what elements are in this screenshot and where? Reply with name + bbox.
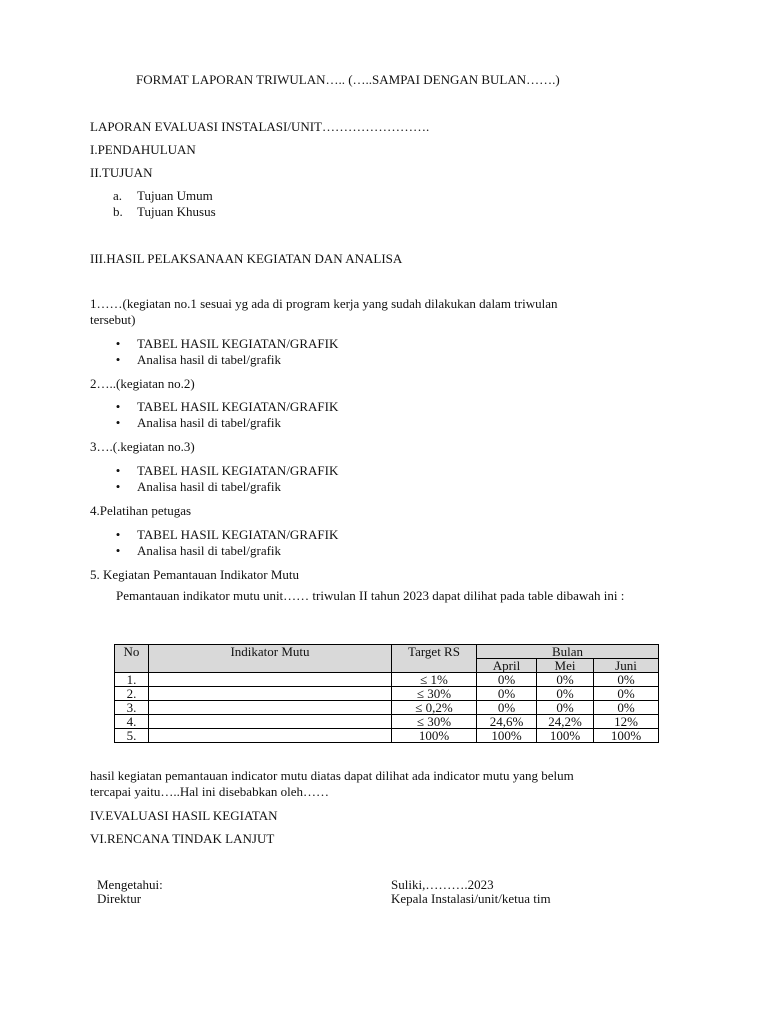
cell-mei: 100% — [537, 729, 594, 743]
item5: 5. Kegiatan Pemantauan Indikator Mutu — [90, 567, 300, 582]
bullet-icon: • — [115, 463, 121, 478]
indikator-mutu-table — [114, 644, 659, 743]
result-line2: tercapai yaitu…..Hal ini disebabkan oleh…… — [90, 784, 329, 799]
cell-no: 5. — [115, 729, 149, 743]
cell-april: 0% — [477, 687, 537, 701]
header-bulan: Bulan — [477, 645, 659, 659]
sign-left-title: Direktur — [97, 891, 142, 906]
report-line: LAPORAN EVALUASI INSTALASI/UNIT……………………. — [90, 119, 430, 134]
header-month-juni: Juni — [594, 659, 659, 673]
list-item-text: TABEL HASIL KEGIATAN/GRAFIK — [137, 527, 339, 542]
section-tujuan: II.TUJUAN — [90, 165, 153, 180]
cell-juni: 0% — [594, 687, 659, 701]
header-month-mei: Mei — [537, 659, 594, 673]
cell-target: 100% — [392, 729, 477, 743]
table-row — [115, 729, 659, 743]
bullet-icon: • — [115, 415, 121, 430]
cell-target: ≤ 30% — [392, 687, 477, 701]
cell-indikator — [149, 687, 392, 701]
item5-paragraph: Pemantauan indikator mutu unit…… triwulan II tahun 2023 dapat dilihat pada table dibawah ini : — [116, 588, 625, 603]
bullet-icon: • — [115, 479, 121, 494]
list-item-text: TABEL HASIL KEGIATAN/GRAFIK — [137, 336, 339, 351]
cell-target: ≤ 1% — [392, 673, 477, 687]
section-pendahuluan: I.PENDAHULUAN — [90, 142, 196, 157]
table-row — [115, 701, 659, 715]
cell-april: 0% — [477, 673, 537, 687]
list-item-text: Tujuan Khusus — [137, 204, 216, 219]
section-evaluasi: IV.EVALUASI HASIL KEGIATAN — [90, 808, 278, 823]
list-item-text: TABEL HASIL KEGIATAN/GRAFIK — [137, 399, 339, 414]
list-item-text: TABEL HASIL KEGIATAN/GRAFIK — [137, 463, 339, 478]
header-no: No — [115, 645, 149, 673]
list-item-text: Analisa hasil di tabel/grafik — [137, 479, 282, 494]
header-target: Target RS — [392, 645, 477, 673]
cell-mei: 0% — [537, 687, 594, 701]
table-header-row — [115, 645, 659, 659]
item2: 2…..(kegiatan no.2) — [90, 376, 195, 391]
list-marker: b. — [113, 204, 123, 219]
cell-indikator — [149, 729, 392, 743]
section-hasil: III.HASIL PELAKSANAAN KEGIATAN DAN ANALISA — [90, 251, 403, 266]
item1-line1: 1……(kegiatan no.1 sesuai yg ada di program kerja yang sudah dilakukan dalam triwulan — [90, 296, 558, 311]
cell-mei: 0% — [537, 701, 594, 715]
table-row — [115, 687, 659, 701]
sign-right-title: Kepala Instalasi/unit/ketua tim — [391, 891, 551, 906]
list-item-text: Analisa hasil di tabel/grafik — [137, 415, 282, 430]
sign-left-label: Mengetahui: — [97, 877, 163, 892]
bullet-icon: • — [115, 399, 121, 414]
header-indikator: Indikator Mutu — [149, 645, 392, 673]
cell-indikator — [149, 701, 392, 715]
bullet-icon: • — [115, 527, 121, 542]
cell-april: 100% — [477, 729, 537, 743]
sign-right-date: Suliki,……….2023 — [391, 877, 494, 892]
bullet-icon: • — [115, 336, 121, 351]
cell-juni: 100% — [594, 729, 659, 743]
cell-mei: 24,2% — [537, 715, 594, 729]
cell-juni: 12% — [594, 715, 659, 729]
cell-juni: 0% — [594, 673, 659, 687]
cell-mei: 0% — [537, 673, 594, 687]
item1-line2: tersebut) — [90, 312, 136, 327]
cell-indikator — [149, 715, 392, 729]
cell-april: 0% — [477, 701, 537, 715]
cell-indikator — [149, 673, 392, 687]
cell-april: 24,6% — [477, 715, 537, 729]
cell-no: 2. — [115, 687, 149, 701]
table-row — [115, 715, 659, 729]
cell-no: 3. — [115, 701, 149, 715]
list-marker: a. — [113, 188, 123, 203]
bullet-icon: • — [115, 543, 121, 558]
cell-juni: 0% — [594, 701, 659, 715]
header-month-april: April — [477, 659, 537, 673]
section-rencana: VI.RENCANA TINDAK LANJUT — [90, 831, 275, 846]
cell-no: 4. — [115, 715, 149, 729]
cell-target: ≤ 30% — [392, 715, 477, 729]
cell-target: ≤ 0,2% — [392, 701, 477, 715]
result-line1: hasil kegiatan pemantauan indicator mutu diatas dapat dilihat ada indicator mutu yang belum — [90, 768, 574, 783]
table-row — [115, 673, 659, 687]
cell-no: 1. — [115, 673, 149, 687]
list-item-text: Analisa hasil di tabel/grafik — [137, 352, 282, 367]
list-item-text: Tujuan Umum — [137, 188, 213, 203]
document-title: FORMAT LAPORAN TRIWULAN….. (…..SAMPAI DENGAN BULAN…….) — [136, 72, 560, 87]
list-item-text: Analisa hasil di tabel/grafik — [137, 543, 282, 558]
bullet-icon: • — [115, 352, 121, 367]
item3: 3….(.kegiatan no.3) — [90, 439, 195, 454]
item4: 4.Pelatihan petugas — [90, 503, 192, 518]
